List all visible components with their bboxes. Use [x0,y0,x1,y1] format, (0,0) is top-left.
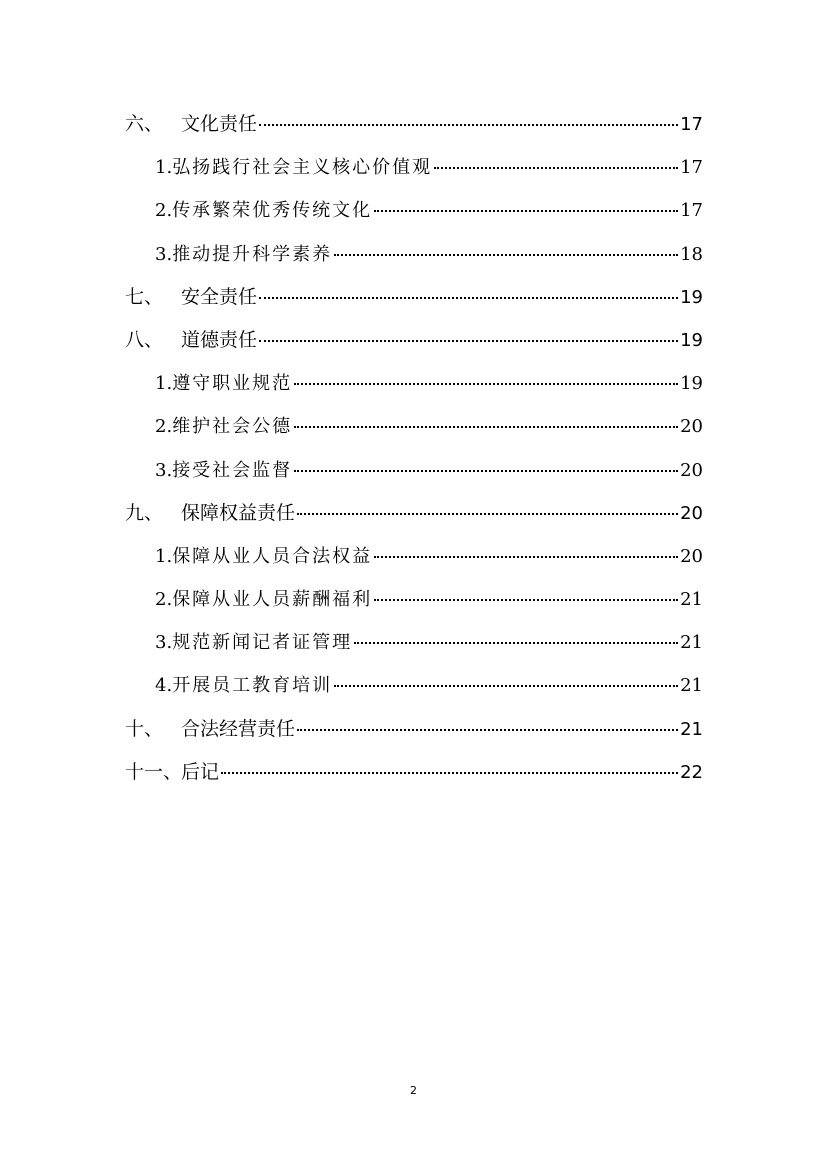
toc-entry-page-number: 21 [680,632,703,654]
toc-entry-page-number: 21 [680,589,703,611]
toc-entry-page-number: 20 [680,459,703,481]
toc-dot-leader [374,210,678,212]
toc-subsection-entry[interactable] [125,362,703,405]
toc-entry-number: 八、 [125,328,164,351]
toc-entry-number: 2. [155,589,173,611]
toc-entry-page-number: 19 [680,286,703,308]
toc-entry-page-number: 20 [680,545,703,567]
toc-dot-leader [221,772,678,774]
toc-dot-leader [297,729,678,731]
toc-entry-title: 合法经营责任 [181,717,296,740]
toc-entry-title: 安全责任 [181,285,258,308]
toc-entry-title: 弘扬践行社会主义核心价值观 [172,157,433,179]
toc-dot-leader [294,383,678,385]
toc-entry-title: 传承繁荣优秀传统文化 [172,200,373,222]
toc-entry-number: 3. [155,459,173,481]
toc-section-entry[interactable] [125,276,703,319]
toc-dot-leader [374,599,678,601]
toc-dot-leader [434,167,678,169]
toc-dot-leader [259,297,678,299]
toc-section-entry[interactable] [125,751,703,794]
toc-entry-number: 六、 [125,113,164,135]
toc-entry-title: 推动提升科学素养 [172,243,333,265]
toc-entry-title: 保障从业人员合法权益 [172,545,373,567]
toc-entry-title: 道德责任 [181,328,258,351]
toc-entry-title: 接受社会监督 [172,459,293,481]
toc-subsection-entry[interactable] [125,146,703,189]
toc-entry-title: 维护社会公德 [172,416,293,438]
toc-entry-number: 3. [155,632,173,654]
toc-dot-leader [374,556,678,558]
toc-entry-page-number: 20 [680,502,703,524]
toc-subsection-entry[interactable] [125,664,703,707]
toc-dot-leader [334,685,678,687]
toc-entry-page-number: 17 [680,114,703,135]
toc-dot-leader [259,340,678,342]
toc-entry-page-number: 21 [680,675,703,697]
toc-subsection-entry[interactable] [125,189,703,232]
toc-entry-page-number: 17 [680,200,703,222]
toc-entry-page-number: 22 [680,761,703,783]
toc-entry-title: 文化责任 [181,113,258,135]
toc-entry-page-number: 19 [680,329,703,351]
toc-entry-title: 后记 [181,760,220,783]
toc-entry-page-number: 21 [680,718,703,740]
table-of-contents [125,103,703,794]
toc-dot-leader [294,426,678,428]
toc-entry-number: 七、 [125,285,164,308]
toc-dot-leader [354,642,678,644]
toc-entry-number: 2. [155,416,173,438]
toc-entry-title: 规范新闻记者证管理 [172,632,353,654]
toc-subsection-entry[interactable] [125,233,703,276]
toc-dot-leader [297,513,678,515]
toc-dot-leader [334,254,678,256]
toc-subsection-entry[interactable] [125,578,703,621]
toc-entry-page-number: 20 [680,416,703,438]
toc-entry-page-number: 19 [680,373,703,395]
toc-subsection-entry[interactable] [125,621,703,664]
toc-entry-title: 保障权益责任 [181,501,296,524]
toc-section-entry[interactable] [125,103,703,146]
toc-subsection-entry[interactable] [125,449,703,492]
toc-entry-page-number: 17 [680,157,703,179]
toc-entry-number: 1. [155,157,173,179]
toc-entry-title: 遵守职业规范 [172,373,293,395]
toc-entry-number: 2. [155,200,173,222]
toc-section-entry[interactable] [125,492,703,535]
toc-entry-number: 4. [155,675,173,697]
toc-entry-title: 开展员工教育培训 [172,675,333,697]
toc-entry-number: 十一、 [125,760,183,783]
toc-section-entry[interactable] [125,319,703,362]
toc-entry-number: 1. [155,373,173,395]
toc-entry-number: 3. [155,243,173,265]
toc-dot-leader [294,470,678,472]
toc-entry-number: 九、 [125,501,164,524]
toc-dot-leader [259,124,678,126]
toc-entry-title: 保障从业人员薪酬福利 [172,589,373,611]
toc-section-entry[interactable] [125,708,703,751]
page-number: 2 [410,1084,417,1097]
toc-entry-page-number: 18 [680,243,703,265]
toc-entry-number: 1. [155,545,173,567]
toc-subsection-entry[interactable] [125,535,703,578]
toc-subsection-entry[interactable] [125,405,703,448]
toc-entry-number: 十、 [125,717,164,740]
